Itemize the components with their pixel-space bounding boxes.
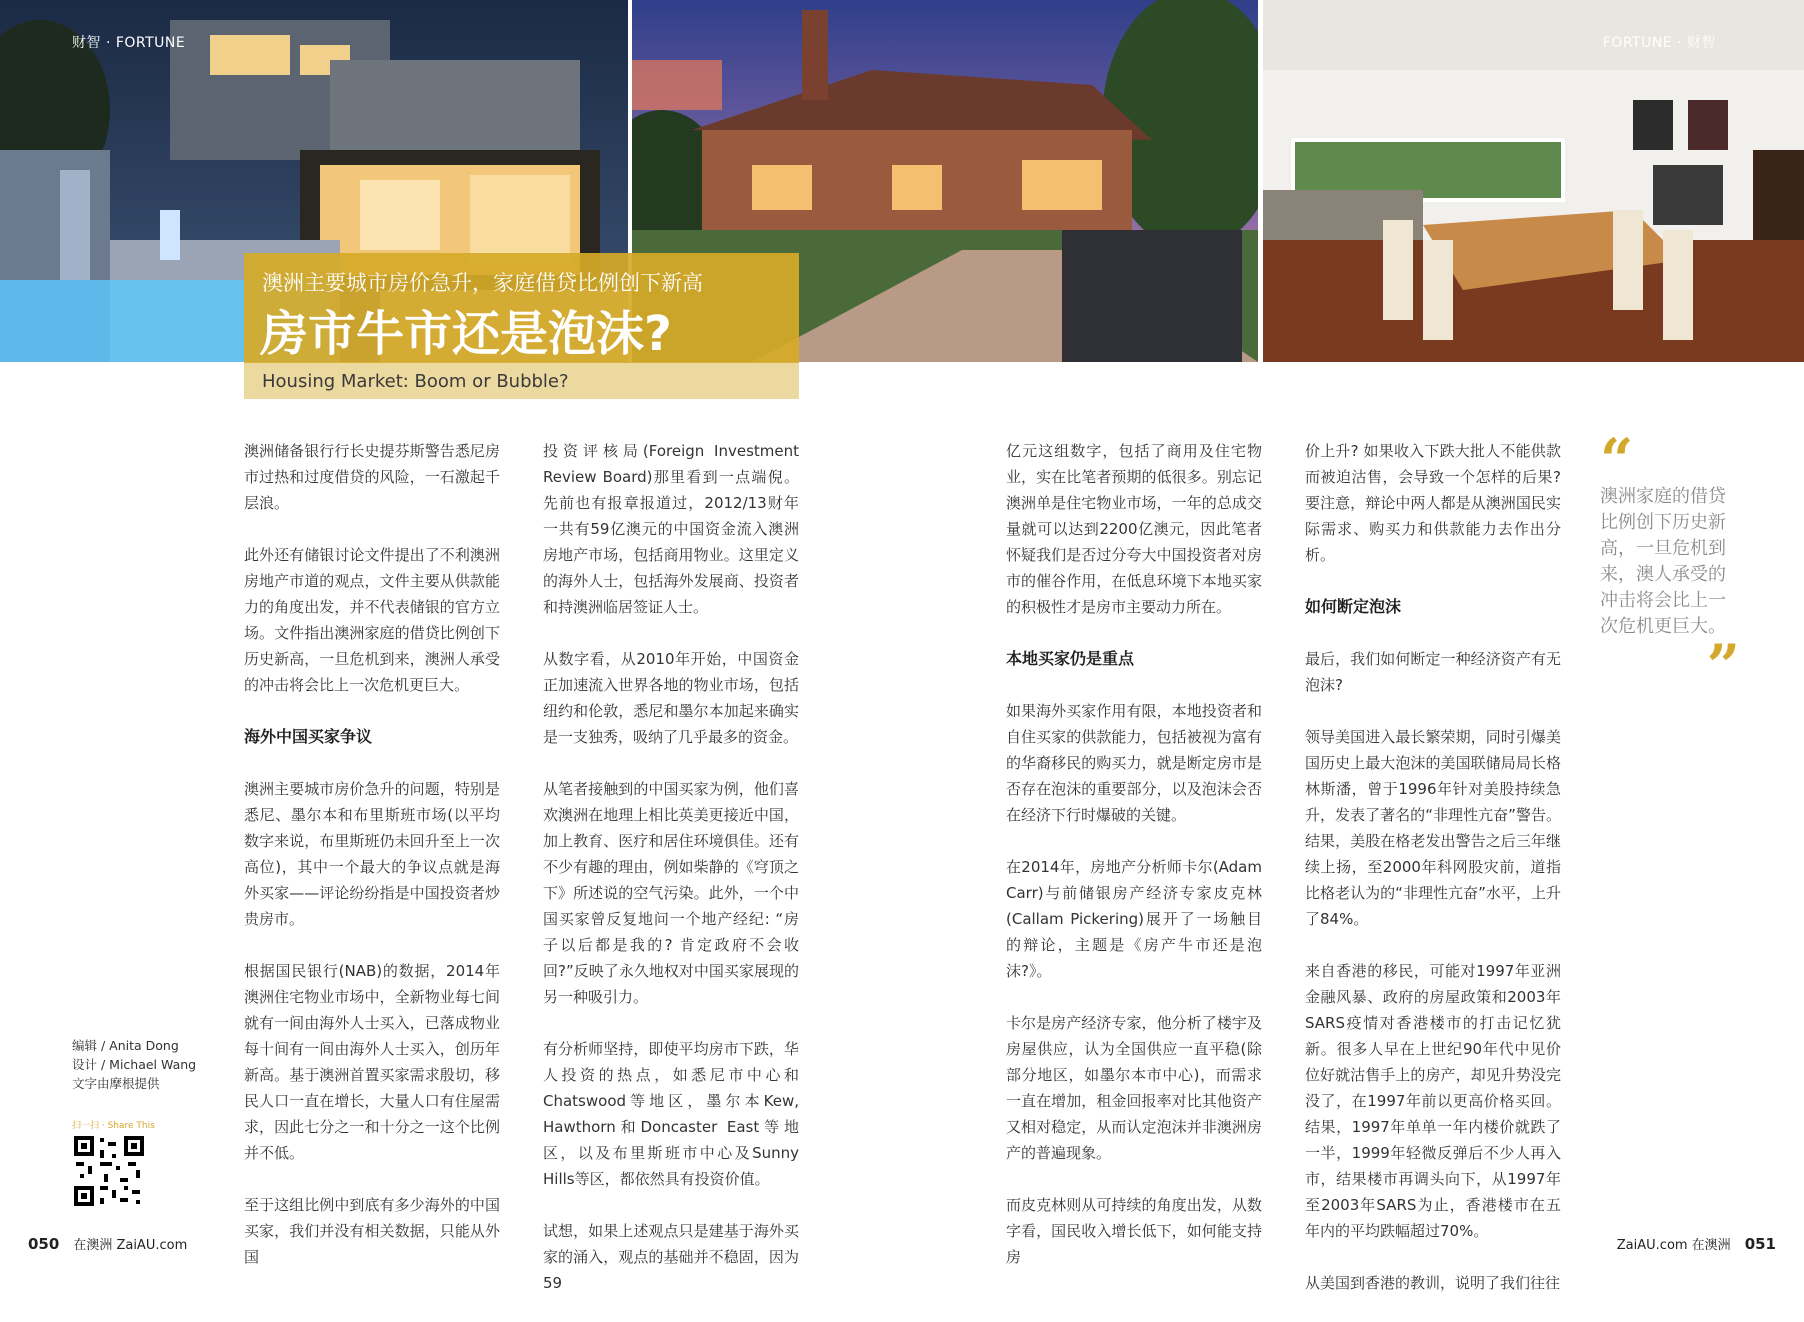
footer-site-left: 在澳洲 ZaiAU.com bbox=[73, 1238, 188, 1253]
english-title-band bbox=[244, 363, 799, 399]
footer-right bbox=[1617, 1234, 1776, 1253]
pull-quote-text: 澳洲家庭的借贷比例创下历史新高，一旦危机到来，澳人承受的冲击将会比上一次危机更巨大。 bbox=[1600, 486, 1726, 637]
article-column-4 bbox=[1305, 438, 1561, 1322]
article-title-english: Housing Market: Boom or Bubble? bbox=[262, 371, 569, 392]
paragraph: 此外还有储银讨论文件提出了不利澳洲房地产市道的观点，文件主要从供款能力的角度出发，并不代表储银的官方立场。文件指出澳洲家庭的借贷比例创下历史新高，一旦危机到来，澳洲人承受的冲击将会比上一次危机更巨大。 bbox=[244, 546, 500, 694]
paragraph: 在2014年，房地产分析师卡尔(Adam Carr)与前储银房产经济专家皮克林(Callam Pickering)展开了一场触目的辩论，主题是《房产牛市还是泡沫?》。 bbox=[1006, 858, 1262, 980]
paragraph: 领导美国进入最长繁荣期，同时引爆美国历史上最大泡沫的美国联储局局长格林斯潘，曾于1996年针对美股持续急升，发表了著名的“非理性亢奋”警告。结果，美股在格老发出警告之后三年继续上扬，至2000年科网股灾前，道指比格老认为的“非理性亢奋”水平，上升了84%。 bbox=[1305, 728, 1561, 928]
article-column-1 bbox=[244, 438, 500, 1296]
paragraph: 根据国民银行(NAB)的数据，2014年澳洲住宅物业市场中，全新物业每七间就有一间由海外人士买入，已落成物业每十间有一间由海外人士买入，创历年新高。基于澳洲首置买家需求殷切，移民人口一直在增长，大量人口有住屋需求，因此七分之一和十分之一这个比例并不低。 bbox=[244, 962, 500, 1162]
page-number-right: 051 bbox=[1744, 1235, 1776, 1253]
pull-quote bbox=[1600, 426, 1740, 700]
paragraph: 澳洲储备银行行长史提芬斯警告悉尼房市过热和过度借贷的风险，一石激起千层浪。 bbox=[244, 442, 500, 512]
article-subtitle: 澳洲主要城市房价急升，家庭借贷比例创下新高 bbox=[262, 271, 703, 295]
paragraph: 澳洲主要城市房价急升的问题，特别是悉尼、墨尔本和布里斯班市场(以平均数字来说，布里斯班仍未回升至上一次高位)，其中一个最大的争议点就是海外买家——评论纷纷指是中国投资者炒贵房市。 bbox=[244, 780, 500, 928]
editor-credit: 编辑 / Anita Dong bbox=[72, 1038, 179, 1053]
paragraph: 而皮克林则从可持续的角度出发，从数字看，国民收入增长低下，如何能支持房 bbox=[1006, 1196, 1262, 1266]
paragraph: 来自香港的移民，可能对1997年亚洲金融风暴、政府的房屋政策和2003年SARS疫情对香港楼市的打击记忆犹新。很多人早在上世纪90年代中见价位好就沽售手上的房产，却见升势没完没了，在1997年前以更高价格买回。结果，1997年单单一年内楼价就跌了一半，1999年轻微反弹后不少人再入市，结果楼市再调头向下，从1997年至2003年SARS为止，香港楼市在五年内的平均跌幅超过70%。 bbox=[1305, 962, 1561, 1240]
article-column-3 bbox=[1006, 438, 1262, 1296]
paragraph: 试想，如果上述观点只是建基于海外买家的涌入，观点的基础并不稳固，因为59 bbox=[543, 1222, 799, 1292]
paragraph: 亿元这组数字，包括了商用及住宅物业，实在比笔者预期的低很多。别忘记澳洲单是住宅物业市场，一年的总成交量就可以达到2200亿澳元，因此笔者怀疑我们是否过分夸大中国投资者对房市的催谷作用，在低息环境下本地买家的积极性才是房市主要动力所在。 bbox=[1006, 442, 1262, 616]
paragraph: 从数字看，从2010年开始，中国资金正加速流入世界各地的物业市场，包括纽约和伦敦，悉尼和墨尔本加起来确实是一支独秀，吸纳了几乎最多的资金。 bbox=[543, 650, 799, 746]
text-credit: 文字由摩根提供 bbox=[72, 1076, 160, 1091]
title-block bbox=[244, 253, 799, 363]
section-tag-left: 财智 · FORTUNE bbox=[72, 35, 186, 51]
paragraph: 卡尔是房产经济专家，他分析了楼宇及房屋供应，认为全国供应一直平稳(除部分地区，如墨尔本市中心)，而需求一直在增加，租金回报率对比其他资产又相对稳定，从而认定泡沫并非澳洲房产的普遍现象。 bbox=[1006, 1014, 1262, 1162]
paragraph: 投资评核局(Foreign Investment Review Board)那里看到一点端倪。先前也有报章报道过，2012/13财年一共有59亿澳元的中国资金流入澳洲房地产市场，包括商用物业。这里定义的海外人士，包括海外发展商、投资者和持澳洲临居签证人士。 bbox=[543, 442, 799, 616]
share-label: 扫一扫 · Share This bbox=[72, 1121, 155, 1131]
open-quote-icon: “ bbox=[1600, 426, 1634, 494]
section-heading: 海外中国买家争议 bbox=[244, 727, 373, 746]
article-title: 房市牛市还是泡沫? bbox=[260, 306, 672, 362]
section-tag-right: FORTUNE · 财智 bbox=[1602, 35, 1716, 51]
footer-site-right: ZaiAU.com 在澳洲 bbox=[1616, 1238, 1731, 1253]
paragraph: 有分析师坚持，即使平均房市下跌，华人投资的热点，如悉尼市中心和Chatswood等地区，墨尔本Kew, Hawthorn和Doncaster East等地区，以及布里斯班市中心及Sunny Hills等区，都依然具有投资价值。 bbox=[543, 1040, 799, 1188]
paragraph: 最后，我们如何断定一种经济资产有无泡沫? bbox=[1305, 650, 1561, 694]
credits bbox=[72, 1036, 196, 1093]
open-plan-dining-room-photo bbox=[1263, 0, 1804, 362]
page-number-left: 050 bbox=[28, 1235, 60, 1253]
paragraph: 从笔者接触到的中国买家为例，他们喜欢澳洲在地理上相比英美更接近中国，加上教育、医疗和居住环境俱佳。还有不少有趣的理由，例如柴静的《穹顶之下》所述说的空气污染。此外，一个中国买家曾反复地问一个地产经纪: “房子以后都是我的? 肯定政府不会收回?”反映了永久地权对中国买家展现的另一种吸引力。 bbox=[543, 780, 799, 1006]
article-column-2 bbox=[543, 438, 799, 1322]
paragraph: 价上升? 如果收入下跌大批人不能供款而被迫沽售，会导致一个怎样的后果? 要注意，辩论中两人都是从澳洲国民实际需求、购买力和供款能力去作出分析。 bbox=[1305, 442, 1561, 564]
close-quote-icon: ” bbox=[1706, 632, 1740, 700]
footer-left bbox=[28, 1234, 187, 1253]
qr-code-icon[interactable] bbox=[72, 1134, 146, 1208]
section-heading: 如何断定泡沫 bbox=[1305, 597, 1402, 616]
designer-credit: 设计 / Michael Wang bbox=[72, 1057, 197, 1072]
section-heading: 本地买家仍是重点 bbox=[1006, 649, 1135, 668]
paragraph: 从美国到香港的教训，说明了我们往往 bbox=[1305, 1274, 1561, 1292]
paragraph: 至于这组比例中到底有多少海外的中国买家，我们并没有相关数据，只能从外国 bbox=[244, 1196, 500, 1266]
paragraph: 如果海外买家作用有限，本地投资者和自住买家的供款能力，包括被视为富有的华裔移民的购买力，就是断定房市是否存在泡沫的重要部分，以及泡沫会否在经济下行时爆破的关键。 bbox=[1006, 702, 1262, 824]
